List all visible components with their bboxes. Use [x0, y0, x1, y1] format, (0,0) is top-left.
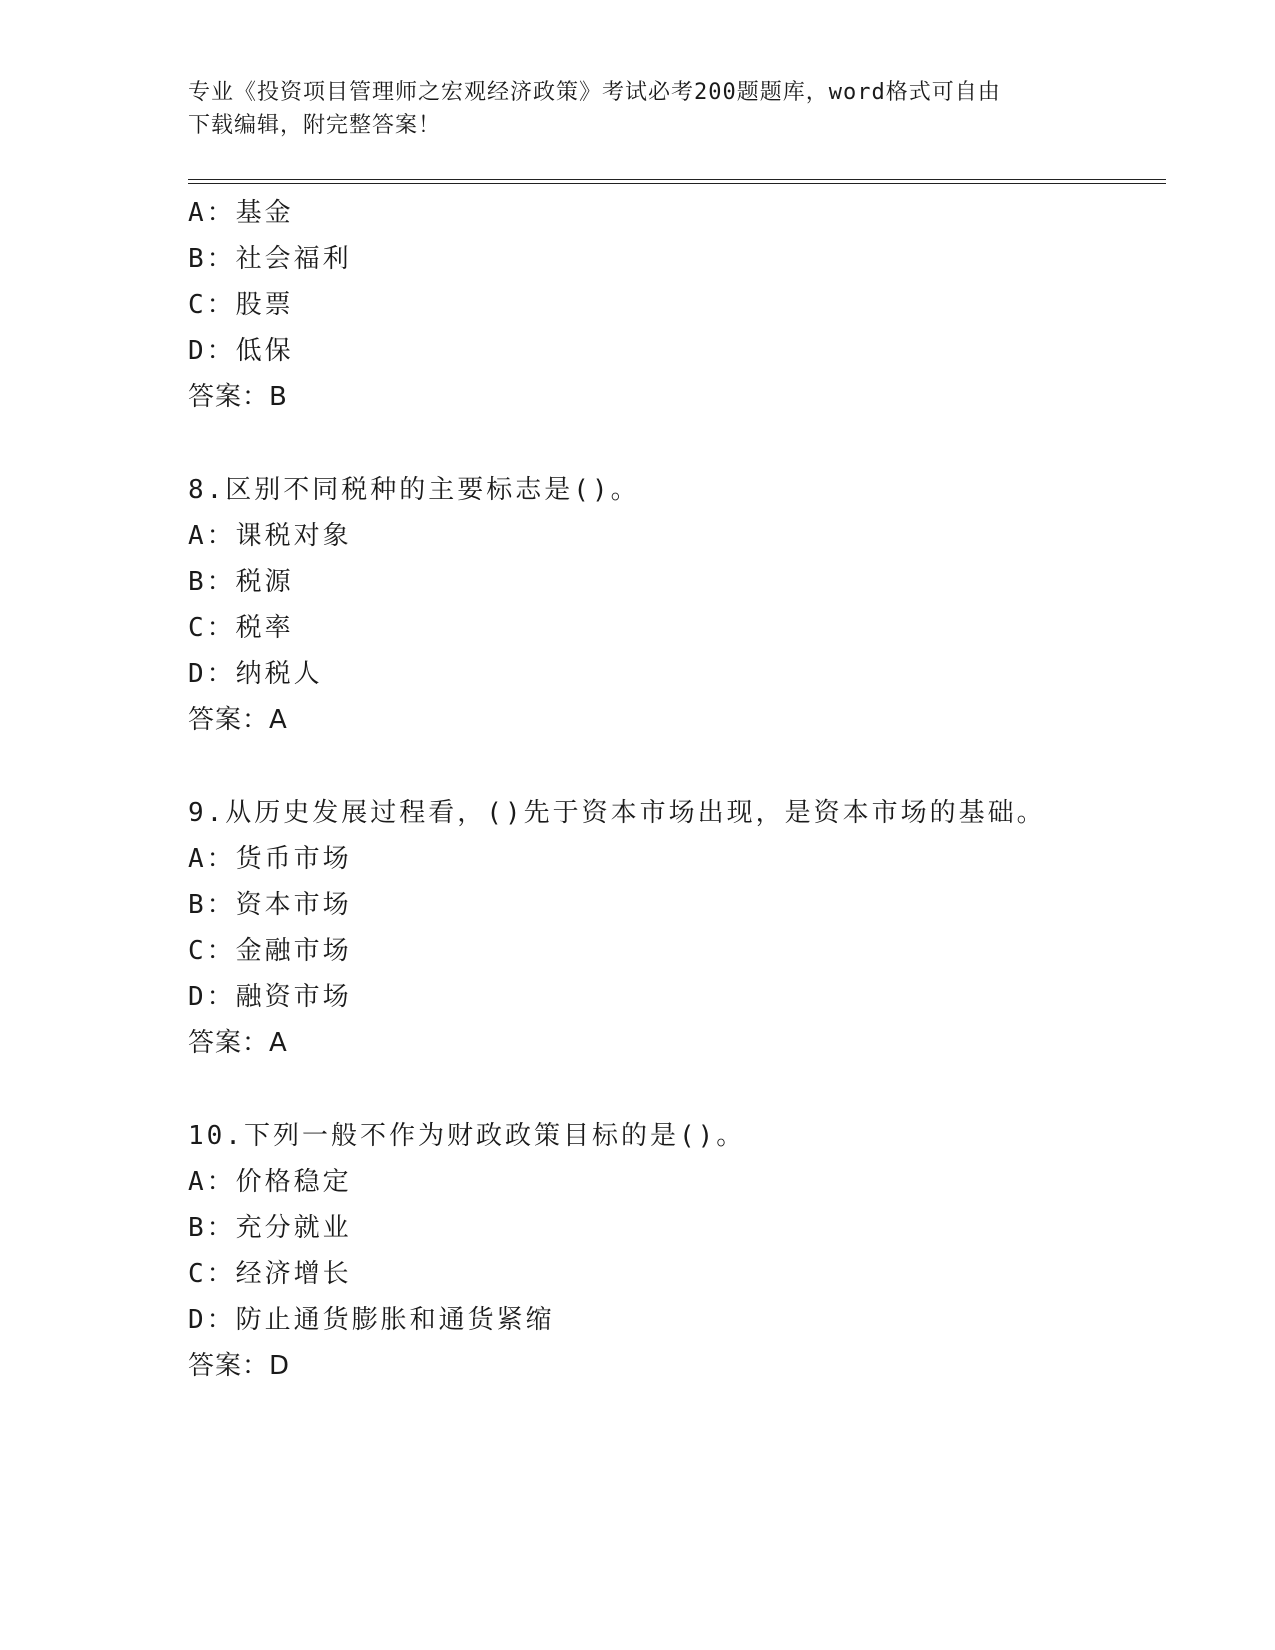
option-d: D：防止通货膨胀和通货紧缩	[188, 1305, 555, 1335]
question-block-9	[188, 790, 1166, 1066]
answer-text: 答案：D	[188, 1351, 291, 1381]
header-divider	[188, 179, 1166, 184]
option-d: D：融资市场	[188, 982, 352, 1012]
option-d: D：低保	[188, 336, 294, 366]
answer-text: 答案：B	[188, 382, 288, 412]
option-c: C：税率	[188, 613, 294, 643]
header-line-1: 专业《投资项目管理师之宏观经济政策》考试必考200题题库，word格式可自由	[188, 80, 1001, 105]
option-a: A：价格稳定	[188, 1167, 352, 1197]
option-a: A：基金	[188, 198, 294, 228]
option-b: B：资本市场	[188, 890, 352, 920]
option-c: C：金融市场	[188, 936, 352, 966]
option-d: D：纳税人	[188, 659, 323, 689]
question-block-10	[188, 1113, 1166, 1389]
option-b: B：税源	[188, 567, 294, 597]
option-c: C：股票	[188, 290, 294, 320]
answer-text: 答案：A	[188, 1028, 288, 1058]
option-c: C：经济增长	[188, 1259, 352, 1289]
question-title: 8.区别不同税种的主要标志是()。	[188, 475, 640, 505]
question-list	[188, 190, 1166, 1389]
option-a: A：课税对象	[188, 521, 352, 551]
answer-text: 答案：A	[188, 705, 288, 735]
question-block-8	[188, 467, 1166, 743]
option-b: B：充分就业	[188, 1213, 352, 1243]
question-title: 10.下列一般不作为财政政策目标的是()。	[188, 1121, 746, 1151]
option-b: B：社会福利	[188, 244, 352, 274]
question-title: 9.从历史发展过程看，()先于资本市场出现，是资本市场的基础。	[188, 798, 1046, 828]
header-line-2: 下载编辑，附完整答案！	[188, 113, 442, 138]
option-a: A：货币市场	[188, 844, 352, 874]
question-block-7	[188, 190, 1166, 420]
document-header	[188, 76, 1068, 142]
